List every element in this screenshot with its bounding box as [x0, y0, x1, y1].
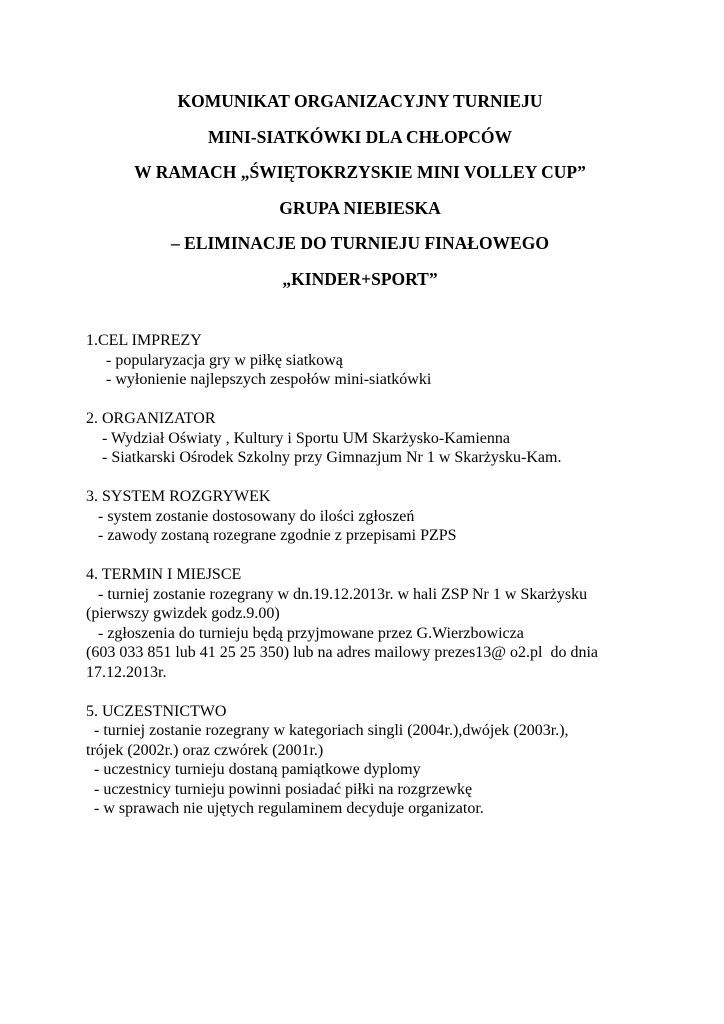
section-system-rozgrywek	[86, 487, 666, 546]
title-line: MINI-SIATKÓWKI DLA CHŁOPCÓW	[207, 126, 512, 147]
section-line: - zawody zostaną rozegrane zgodnie z przepisami PZPS	[86, 527, 457, 544]
section-heading: 2. ORGANIZATOR	[86, 410, 216, 427]
section-line: - turniej zostanie rozegrany w kategoriach singli (2004r.),dwójek (2003r.),	[86, 722, 569, 739]
title-line: „KINDER+SPORT”	[282, 268, 438, 289]
section-heading: 1.CEL IMPREZY	[86, 332, 202, 349]
section-line: (pierwszy gwizdek godz.9.00)	[86, 605, 280, 622]
section-heading: 4. TERMIN I MIEJSCE	[86, 566, 242, 583]
section-uczestnictwo	[86, 702, 666, 819]
section-line: (603 033 851 lub 41 25 25 350) lub na adres mailowy prezes13@ o2.pl do dnia	[86, 644, 598, 661]
section-line: - Siatkarski Ośrodek Szkolny przy Gimnazjum Nr 1 w Skarżysku-Kam.	[86, 449, 562, 466]
section-line: - w sprawach nie ujętych regulaminem decyduje organizator.	[86, 800, 484, 817]
document-title	[60, 84, 660, 297]
section-line: - system zostanie dostosowany do ilości zgłoszeń	[86, 507, 415, 525]
section-line: - popularyzacja gry w piłkę siatkową	[86, 351, 343, 369]
section-heading: 5. UCZESTNICTWO	[86, 702, 227, 720]
section-organizator	[86, 409, 666, 468]
section-line: - uczestnicy turnieju powinni posiadać piłki na rozgrzewkę	[86, 780, 473, 798]
section-cel-imprezy	[86, 331, 666, 390]
section-termin-i-miejsce	[86, 565, 666, 682]
section-line: - wyłonienie najlepszych zespołów mini-siatkówki	[86, 371, 432, 388]
title-line: KOMUNIKAT ORGANIZACYJNY TURNIEJU	[177, 91, 543, 111]
title-line: GRUPA NIEBIESKA	[279, 197, 441, 218]
title-line: W RAMACH „ŚWIĘTOKRZYSKIE MINI VOLLEY CUP”	[134, 162, 586, 182]
title-line: – ELIMINACJE DO TURNIEJU FINAŁOWEGO	[171, 233, 549, 253]
section-line: trójek (2002r.) oraz czwórek (2001r.)	[86, 741, 324, 759]
document-body	[86, 331, 666, 838]
section-line: - turniej zostanie rozegrany w dn.19.12.2013r. w hali ZSP Nr 1 w Skarżysku	[86, 585, 588, 603]
section-line: - zgłoszenia do turnieju będą przyjmowane przez G.Wierzbowicza	[86, 624, 524, 642]
section-line: - Wydział Oświaty , Kultury i Sportu UM Skarżysko-Kamienna	[86, 429, 511, 447]
section-line: 17.12.2013r.	[86, 663, 167, 681]
section-line: - uczestnicy turnieju dostaną pamiątkowe dyplomy	[86, 761, 421, 778]
section-heading: 3. SYSTEM ROZGRYWEK	[86, 488, 271, 505]
